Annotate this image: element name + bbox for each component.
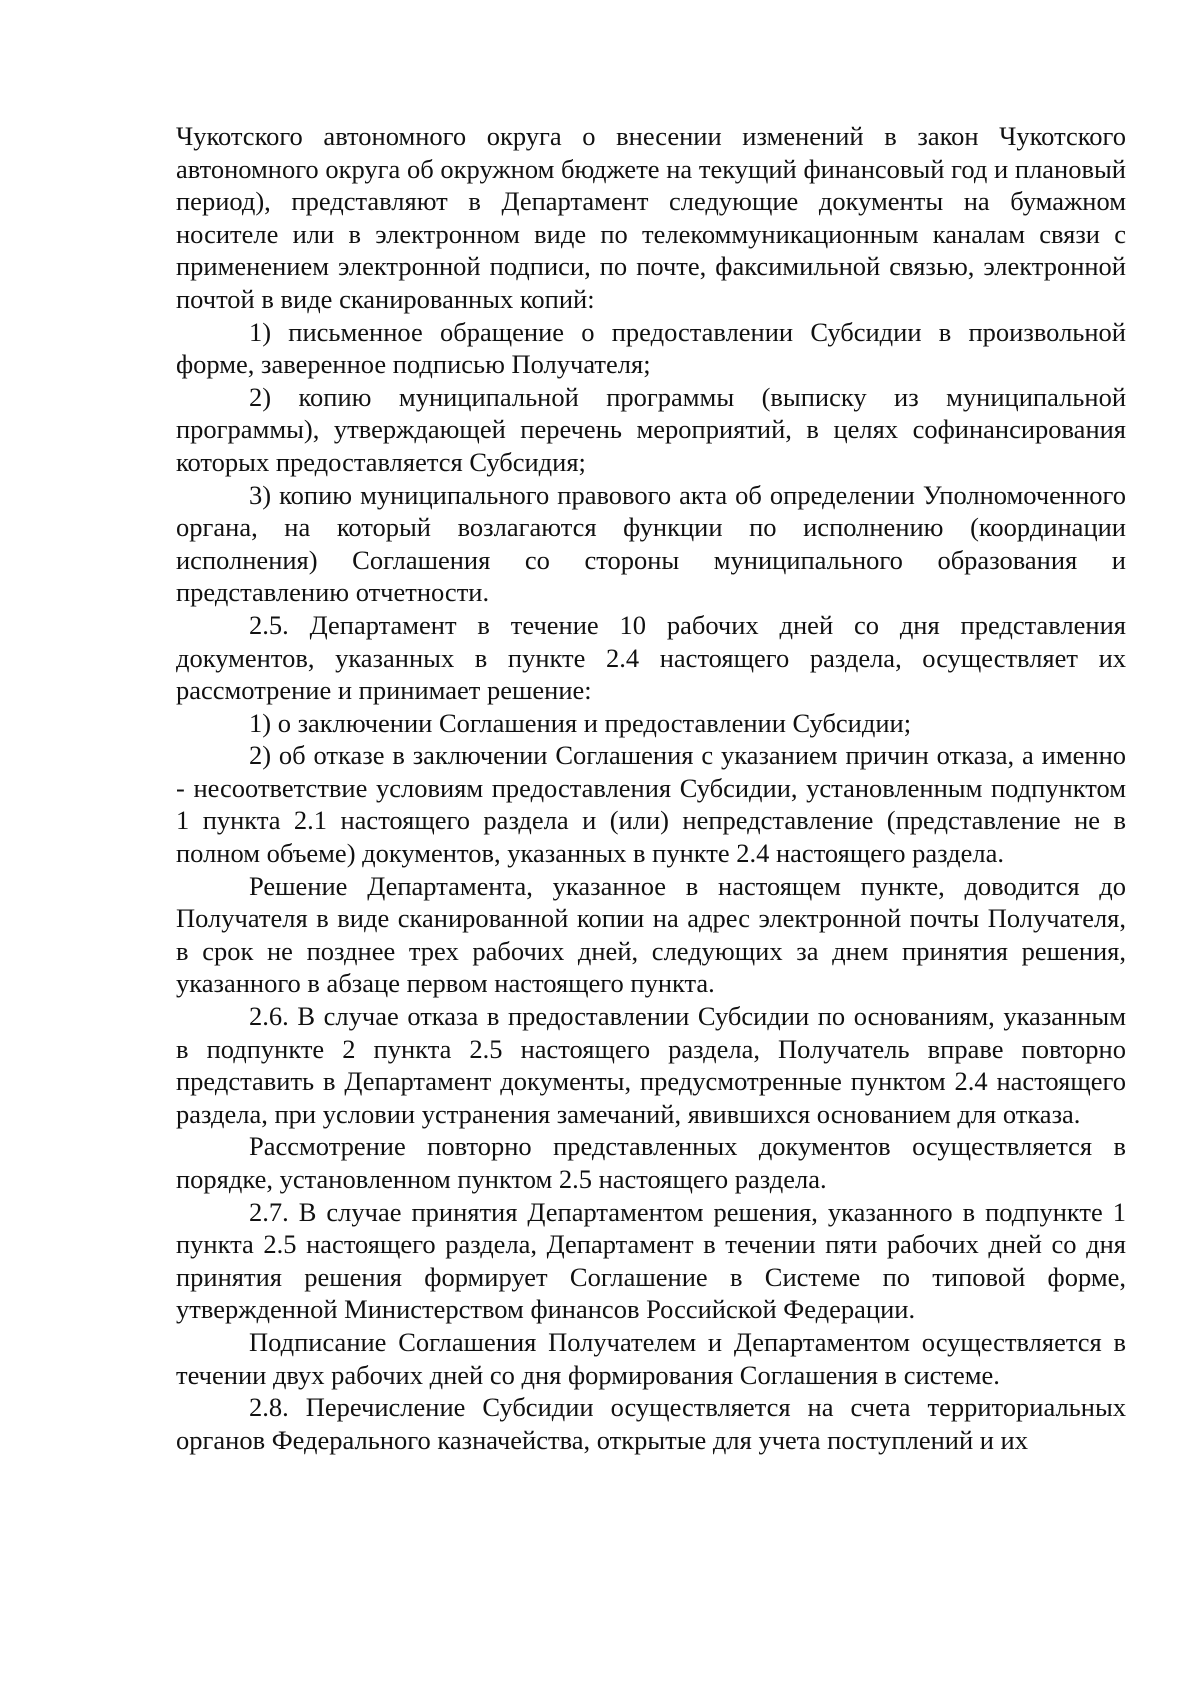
paragraph-item-1: 1) письменное обращение о предоставлении Субсидии в произвольной форме, заверенное подписью Получателя;: [176, 316, 1126, 380]
paragraph-signing: Подписание Соглашения Получателем и Департаментом осуществляется в течении двух рабочих дней со дня формирования Соглашения в системе.: [176, 1326, 1126, 1390]
paragraph-section-2-7: 2.7. В случае принятия Департаментом решения, указанного в подпункте 1 пункта 2.5 настоящего раздела, Департамент в течении пяти рабочих дней со дня принятия решения формирует Соглашение в Системе по типовой форме, утвержденной Министерством финансов Российской Федерации.: [176, 1196, 1126, 1325]
paragraph-2-5-item-1: 1) о заключении Соглашения и предоставлении Субсидии;: [249, 707, 912, 738]
paragraph-decision-notice: Решение Департамента, указанное в настоящем пункте, доводится до Получателя в виде сканированной копии на адрес электронной почты Получателя, в срок не позднее трех рабочих дней, следующих за днем принятия решения, указанного в абзаце первом настоящего пункта.: [176, 870, 1126, 999]
paragraph-section-2-5: 2.5. Департамент в течение 10 рабочих дней со дня представления документов, указанных в пункте 2.4 настоящего раздела, осуществляет их рассмотрение и принимает решение:: [176, 609, 1126, 706]
paragraph-item-3: 3) копию муниципального правового акта об определении Уполномоченного органа, на который возлагаются функции по исполнению (координации исполнения) Соглашения со стороны муниципального образования и представлению отчетности.: [176, 479, 1126, 608]
paragraph-item-2: 2) копию муниципальной программы (выписку из муниципальной программы), утверждающей перечень мероприятий, в целях софинансирования которых предоставляется Субсидия;: [176, 381, 1126, 477]
paragraph-continuation: Чукотского автономного округа о внесении изменений в закон Чукотского автономного округа об окружном бюджете на текущий финансовый год и плановый период), представляют в Департамент следующие документы на бумажном носителе или в электронном виде по телекоммуникационным каналам связи с применением электронной подписи, по почте, факсимильной связью, электронной почтой в виде сканированных копий:: [176, 121, 1126, 314]
document-page: [176, 120, 1126, 1456]
paragraph-section-2-6: 2.6. В случае отказа в предоставлении Субсидии по основаниям, указанным в подпункте 2 пункта 2.5 настоящего раздела, Получатель вправе повторно представить в Департамент документы, предусмотренные пунктом 2.4 настоящего раздела, при условии устранения замечаний, явившихся основанием для отказа.: [176, 1001, 1126, 1129]
paragraph-section-2-8: 2.8. Перечисление Субсидии осуществляется на счета территориальных органов Федерального казначейства, открытые для учета поступлений и их: [176, 1392, 1126, 1455]
paragraph-2-5-item-2: 2) об отказе в заключении Соглашения с указанием причин отказа, а именно - несоответствие условиям предоставления Субсидии, установленным подпунктом 1 пункта 2.1 настоящего раздела и (или) непредставление (представление не в полном объеме) документов, указанных в пункте 2.4 настоящего раздела.: [176, 740, 1126, 869]
paragraph-repeat-review: Рассмотрение повторно представленных документов осуществляется в порядке, установленном пунктом 2.5 настоящего раздела.: [176, 1131, 1126, 1194]
